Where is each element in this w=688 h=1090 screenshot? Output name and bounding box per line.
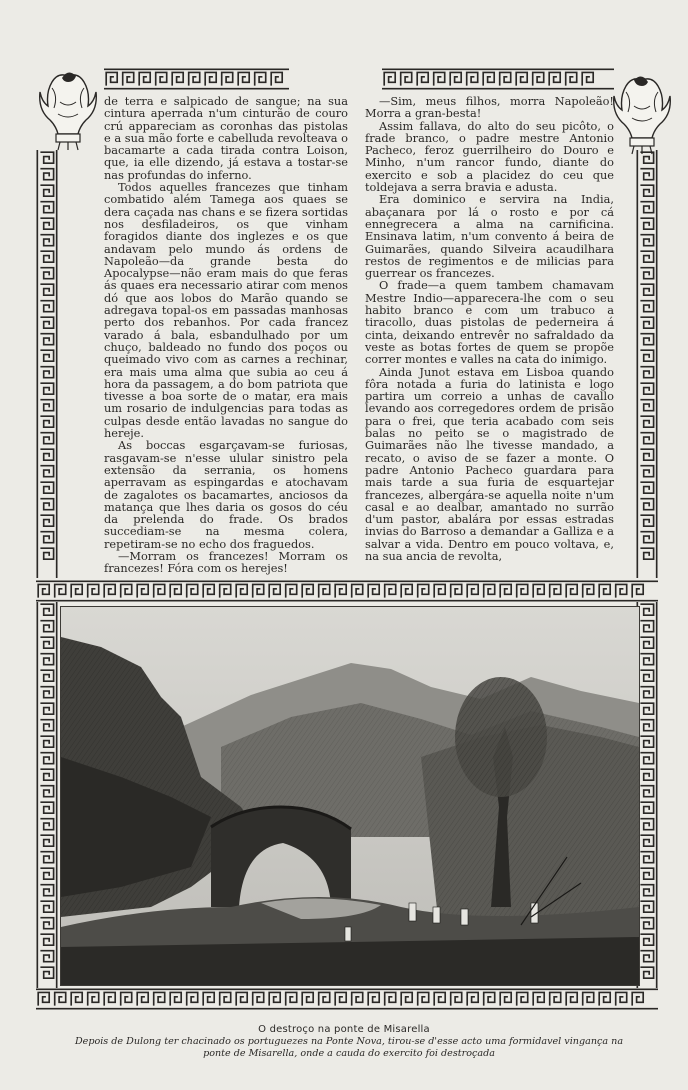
greek-key-border	[36, 988, 658, 1010]
engraving-svg	[61, 607, 639, 985]
eagle-left-svg	[38, 62, 98, 152]
caption-text: Depois de Dulong ter chacinado os portuguezes na Ponte Nova, tirou-se d'esse acto uma formidavel vingança na ponte de Misarella, onde a cauda do exercito foi destroçada	[74, 1036, 624, 1059]
eagle-shape	[40, 72, 97, 150]
greek-key-pattern	[36, 581, 658, 600]
border-image-left	[36, 602, 58, 988]
paragraph: Ainda Junot estava em Lisboa quando fôra notada a furia do latinista e logo partira um correio a unhas de cavallo levando aos corregedores ordem de prisão para o frei, que teria acabado com seis balas no peito se o magistrado de Guimarães não lhe tivesse mandado, a recato, o aviso de se fazer a monte. O padre Antonio Pacheco guardara para mais tarde a sua furia de esquartejar francezes, albergára-se aquella noite n'um casal e ao dealbar, amantado no surrão d'um pastor, abalára por essas estradas invias do Barroso a demandar a Galliza e a salvar a vida. Dentro em pouco voltava, e, na sua ancia de revolta,	[365, 364, 614, 563]
paragraph: As boccas esgarçavam-se furiosas, rasgavam-se n'esse ulular sinistro pela extensão da serrania, os homens aperravam as espingardas e atochavam de zagalotes os bacamartes, anciosos da matança que lhes daria os gosos do céu da prelenda do frade. Os brados succediam-se na mesma colera, repetiram-se no echo dos fraguedos.	[104, 438, 348, 551]
eagle-right-svg	[612, 66, 672, 156]
eagle-icon	[612, 66, 672, 156]
greek-key-border	[36, 602, 58, 988]
greek-key-border	[36, 150, 58, 578]
paragraph: O frade—a quem tambem chamavam Mestre Indio—apparecera-lhe com o seu habito branco e com um trabuco a tiracollo, duas pistolas de pederneira á cinta, deixando entrevêr no safraldado da veste as botas fortes de quem se propõe correr montes e valles na cata do inimigo.	[365, 278, 614, 367]
paragraph: Todos aquelles francezes que tinham combatido além Tamega aos quaes se dera caçada nas chans e se fizera sortidas nos desfiladeiros, os que vinham foragidos diante dos inglezes e os que andavam pelo mundo ás ordens de Napoleão—da grande besta do Apocalypse—não eram mais do que feras ás quaes era necessario atirar com menos dó que aos lobos do Marão quando se adregava topal-os em passadas manhosas perto dos rebanhos. Por cada francez varado á bala, esbandulhado por um chuço, baldeado no fundo dos poços ou queimado vivo com as carnes a rechinar, era mais uma alma que subia ao ceu á hora da passagem, a do bom patriota que tivesse a boa sorte de o matar, era mais um rosario de indulgencias para todas as culpas desde então lavadas no sangue do hereje.	[104, 180, 348, 441]
caption-title: O destroço na ponte de Misarella	[258, 1024, 430, 1035]
paragraph: Assim fallava, do alto do seu picôto, o frade branco, o padre mestre Antonio Pacheco, feroz guerrilheiro do Douro e Minho, n'um rancor fundo, diante do exercito e sob a placidez do ceu que toldejava a serra bravia e adusta.	[365, 118, 614, 195]
greek-key-border	[382, 68, 614, 90]
greek-key-pattern	[104, 69, 289, 88]
paragraph: de terra e salpicado de sangue; na sua cintura aperrada n'um cinturão de couro crú appareciam as coronhas das pistolas e a sua mão forte e cabelluda revolteava o bacamarte a cada tirada contra Loison, que, ia elle dizendo, já estava a tostar-se nas profundas do inferno.	[104, 94, 348, 182]
right-column	[365, 95, 614, 562]
border-bottom	[36, 988, 658, 1010]
paragraph: —Sim, meus filhos, morra Napoleão! Morra a gran-besta!	[365, 94, 614, 121]
border-middle	[36, 580, 658, 602]
greek-key-pattern	[37, 602, 56, 988]
greek-key-border	[104, 68, 289, 90]
greek-key-border	[636, 150, 658, 578]
border-top-right	[382, 68, 614, 90]
greek-key-border	[36, 580, 658, 602]
left-column	[104, 95, 348, 575]
paragraph: Era dominico e servira na India, abaçanara por lá o rosto e por cá ennegrecera a alma na carnificina. Ensinava latim, n'um convento á beira de Guimarães, quando Silveira acaudilhara restos de regimentos e de milicias para guerrear os francezes.	[365, 192, 614, 281]
eagle-shape	[614, 76, 671, 154]
border-top-left	[104, 68, 289, 90]
greek-key-pattern	[382, 69, 614, 88]
greek-key-pattern	[637, 150, 656, 578]
eagle-icon	[38, 62, 98, 152]
greek-key-pattern	[36, 989, 658, 1008]
border-right	[636, 150, 658, 578]
greek-key-pattern	[37, 150, 56, 578]
bridge-engraving	[60, 606, 640, 986]
greek-key-pattern	[637, 602, 656, 988]
border-left	[36, 150, 58, 578]
paragraph: —Morram os francezes! Morram os francezes! Fóra com os herejes!	[104, 548, 348, 576]
